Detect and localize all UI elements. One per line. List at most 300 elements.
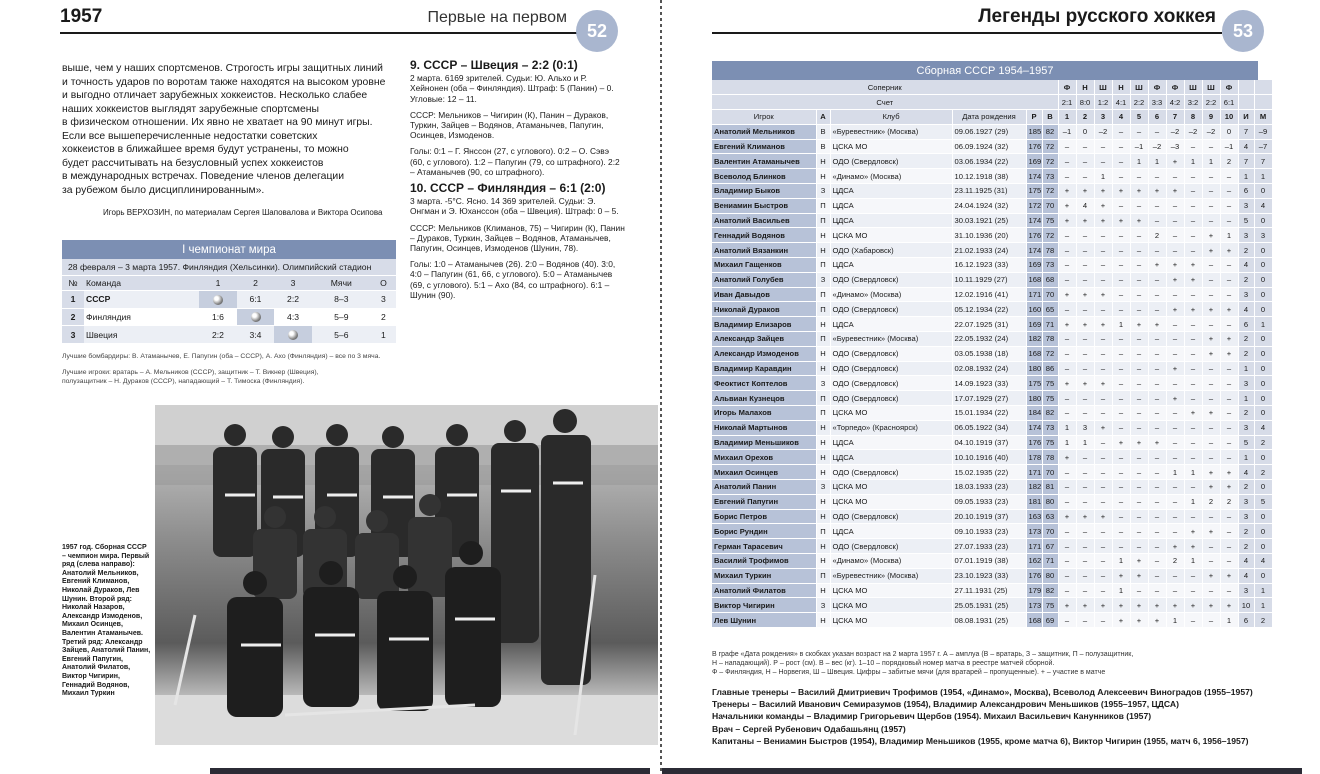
match-cell: + [1202, 465, 1220, 480]
games-total: 3 [1238, 420, 1254, 435]
match-cell: – [1220, 524, 1238, 539]
goals-total: 0 [1254, 406, 1272, 421]
blank-cell [1238, 80, 1254, 95]
match-cell: – [1184, 228, 1202, 243]
player-dob: 14.09.1923 (33) [952, 376, 1026, 391]
match-cell: – [1220, 391, 1238, 406]
match-cell: – [1076, 302, 1094, 317]
player-weight: 78 [1042, 243, 1058, 258]
header-rule [712, 32, 1222, 34]
player-name: Василий Трофимов [712, 554, 816, 569]
essay-line: наших хоккеистов выглядят зарубежные спортсмены [62, 103, 319, 115]
player-weight: 75 [1042, 598, 1058, 613]
score-row [712, 95, 1272, 110]
place-cell: 1 [62, 291, 84, 309]
player-role: З [816, 376, 830, 391]
staff-line: Тренеры – Василий Иванович Семиразумов (1954), Владимир Александрович Меньшиков (1955–1957, ЦДСА) [712, 699, 1179, 710]
match-cell: – [1076, 613, 1094, 628]
essay-line: и выгодно отличает зарубежных хоккеистов. Несколько слабее [62, 90, 368, 101]
player-height: 175 [1026, 376, 1042, 391]
match-cell: + [1166, 272, 1184, 287]
match-cell: + [1220, 568, 1238, 583]
player-role: Н [816, 554, 830, 569]
match-cell: – [1112, 361, 1130, 376]
match-cell: + [1202, 346, 1220, 361]
player-name: Анатолий Филатов [712, 583, 816, 598]
player-role: Н [816, 494, 830, 509]
player-height: 171 [1026, 287, 1042, 302]
match-cell: – [1166, 450, 1184, 465]
score-cell: 2:1 [1058, 95, 1076, 110]
player-role: Н [816, 228, 830, 243]
match-cell: –2 [1148, 139, 1166, 154]
player-role: П [816, 391, 830, 406]
match-cell: – [1112, 332, 1130, 347]
games-total: 3 [1238, 228, 1254, 243]
score-cell: 6:1 [237, 291, 275, 309]
player-name: Геннадий Водянов [712, 228, 816, 243]
player-club: ОДО (Свердловск) [830, 272, 952, 287]
match-cell: + [1058, 509, 1076, 524]
player-role: З [816, 184, 830, 199]
player-weight: 75 [1042, 435, 1058, 450]
match-cell: – [1148, 539, 1166, 554]
table-row [62, 291, 396, 309]
table-row [712, 228, 1272, 243]
goals-total: 4 [1254, 420, 1272, 435]
match-cell: – [1166, 332, 1184, 347]
player-dob: 08.08.1931 (25) [952, 613, 1026, 628]
match-cell: – [1130, 228, 1148, 243]
match-cell: + [1094, 598, 1112, 613]
col-header: № [62, 276, 84, 291]
table-row [712, 568, 1272, 583]
match-cell: – [1112, 539, 1130, 554]
goals-total: 3 [1254, 228, 1272, 243]
team-cell: Финляндия [84, 308, 199, 326]
match-cell: 1 [1220, 613, 1238, 628]
match-cell: – [1148, 272, 1166, 287]
match-cell: – [1202, 583, 1220, 598]
goals-total: 1 [1254, 598, 1272, 613]
column-header: 8 [1184, 110, 1202, 125]
match-cell: – [1148, 376, 1166, 391]
col-header: О [371, 276, 396, 291]
match-cell: + [1184, 272, 1202, 287]
match-cell: – [1076, 494, 1094, 509]
match-cell: + [1202, 524, 1220, 539]
match-cell: – [1058, 258, 1076, 273]
match-cell: + [1094, 184, 1112, 199]
games-total: 10 [1238, 598, 1254, 613]
match-cell: – [1130, 494, 1148, 509]
player-weight: 70 [1042, 465, 1058, 480]
match-cell: – [1094, 583, 1112, 598]
goals-total: 0 [1254, 332, 1272, 347]
goals-total: 0 [1254, 509, 1272, 524]
opponent-label: Соперник [712, 80, 1058, 95]
match-cell: – [1202, 509, 1220, 524]
match-cell: –2 [1166, 124, 1184, 139]
match-cell: – [1202, 287, 1220, 302]
match-cell: + [1184, 598, 1202, 613]
player-weight: 70 [1042, 524, 1058, 539]
match-cell: – [1130, 539, 1148, 554]
table-row [712, 124, 1272, 139]
player-club: ЦДСА [830, 435, 952, 450]
table-row [712, 613, 1272, 628]
player-club: ЦСКА МО [830, 228, 952, 243]
opponent-row [712, 80, 1272, 95]
match-cell: + [1220, 243, 1238, 258]
match-cell: + [1076, 509, 1094, 524]
player-weight: 75 [1042, 391, 1058, 406]
player-role: Н [816, 539, 830, 554]
player-name: Михаил Гащенков [712, 258, 816, 273]
player-height: 176 [1026, 568, 1042, 583]
match-cell: – [1148, 243, 1166, 258]
score-cell: 1:2 [1094, 95, 1112, 110]
player-name: Владимир Меньшиков [712, 435, 816, 450]
score-cell: 3:2 [1184, 95, 1202, 110]
match-cell: – [1184, 243, 1202, 258]
player-club: ЦДСА [830, 258, 952, 273]
match-cell: + [1094, 509, 1112, 524]
match-cell: – [1130, 302, 1148, 317]
match-cell: + [1058, 317, 1076, 332]
player-height: 174 [1026, 420, 1042, 435]
player-role: Н [816, 361, 830, 376]
games-total: 3 [1238, 376, 1254, 391]
self-cell [237, 308, 275, 326]
match-cell: 1 [1184, 554, 1202, 569]
games-total: 4 [1238, 302, 1254, 317]
games-total: 1 [1238, 450, 1254, 465]
player-name: Николай Дураков [712, 302, 816, 317]
match-cell: – [1166, 435, 1184, 450]
player-dob: 27.11.1931 (25) [952, 583, 1026, 598]
match-cell: – [1058, 613, 1076, 628]
match-cell: + [1130, 568, 1148, 583]
goals-total: 0 [1254, 539, 1272, 554]
match-cell: – [1166, 420, 1184, 435]
match-cell: – [1112, 302, 1130, 317]
player-role: П [816, 406, 830, 421]
match-cell: + [1220, 332, 1238, 347]
player-weight: 71 [1042, 554, 1058, 569]
legend-line: В графе «Дата рождения» в скобках указан возраст на 2 марта 1957 г. А – амплуа (В – вратарь, З – защитник, П – полузащитник, [712, 651, 1134, 658]
match-cell: – [1058, 228, 1076, 243]
games-total: 3 [1238, 198, 1254, 213]
player-club: ЦДСА [830, 450, 952, 465]
match-cell: + [1076, 376, 1094, 391]
match-cell: – [1058, 302, 1076, 317]
table-row [712, 154, 1272, 169]
match-paragraph: Голы: 0:1 – Г. Янссон (27, с углового). 0:2 – О. Сэвэ (60, с углового). 1:2 – Папугин (79, со штрафного). 2:2 – Атаманычев (90, со штрафного). [410, 146, 620, 177]
player-dob: 10.10.1916 (40) [952, 450, 1026, 465]
player-club: «Буревестник» (Москва) [830, 332, 952, 347]
games-total: 2 [1238, 524, 1254, 539]
match-cell: – [1220, 258, 1238, 273]
match-cell: – [1148, 198, 1166, 213]
player-dob: 17.07.1929 (27) [952, 391, 1026, 406]
table-row [712, 302, 1272, 317]
opponent-cell: Ф [1148, 80, 1166, 95]
table-row [712, 524, 1272, 539]
match-cell: – [1112, 450, 1130, 465]
roster-title: Сборная СССР 1954–1957 [712, 61, 1258, 80]
match-cell: – [1202, 376, 1220, 391]
games-total: 1 [1238, 169, 1254, 184]
column-header: М [1254, 110, 1272, 125]
match-cell: – [1202, 420, 1220, 435]
player-weight: 86 [1042, 361, 1058, 376]
match-cell: – [1112, 258, 1130, 273]
match-cell: + [1076, 317, 1094, 332]
match-cell: 2 [1220, 154, 1238, 169]
match-cell: – [1184, 509, 1202, 524]
match-cell: + [1202, 302, 1220, 317]
player-dob: 09.05.1933 (23) [952, 494, 1026, 509]
match-cell: + [1094, 317, 1112, 332]
player-club: ОДО (Свердловск) [830, 509, 952, 524]
column-header: 10 [1220, 110, 1238, 125]
match-cell: 1 [1058, 420, 1076, 435]
player-dob: 25.05.1931 (25) [952, 598, 1026, 613]
match-cell: – [1184, 317, 1202, 332]
match-cell: – [1058, 583, 1076, 598]
player-role: П [816, 568, 830, 583]
player-dob: 07.01.1919 (38) [952, 554, 1026, 569]
player-club: ЦСКА МО [830, 406, 952, 421]
games-total: 2 [1238, 243, 1254, 258]
games-total: 2 [1238, 406, 1254, 421]
match-cell: – [1130, 272, 1148, 287]
match-cell: – [1094, 272, 1112, 287]
opponent-cell: Н [1076, 80, 1094, 95]
match-cell: + [1130, 435, 1148, 450]
player-role: Н [816, 243, 830, 258]
goals-total: 0 [1254, 302, 1272, 317]
match-paragraph: СССР: Мельников (Климанов, 75) – Чигирин (К), Панин – Дураков, Туркин, Зайцев – Водянов, Атаманычев, Папугин, Осинцев, Измоденов (Шунин, 78). [410, 222, 625, 254]
player-name: Евгений Папугин [712, 494, 816, 509]
player-name: Александр Измоденов [712, 346, 816, 361]
player-club: ОДО (Свердловск) [830, 465, 952, 480]
goals-total: 0 [1254, 376, 1272, 391]
footer-bar [662, 768, 1302, 774]
player-weight: 80 [1042, 568, 1058, 583]
match-cell: + [1148, 317, 1166, 332]
points-cell: 1 [371, 326, 396, 343]
goals-total: 2 [1254, 435, 1272, 450]
match-cell: + [1094, 198, 1112, 213]
match-cell: – [1094, 450, 1112, 465]
player-name: Герман Тарасевич [712, 539, 816, 554]
match-cell: – [1148, 494, 1166, 509]
player-dob: 15.02.1935 (22) [952, 465, 1026, 480]
match-cell: – [1148, 346, 1166, 361]
player-dob: 06.09.1924 (32) [952, 139, 1026, 154]
goals-cell: 5–6 [312, 326, 371, 343]
match-cell: – [1130, 391, 1148, 406]
match-cell: – [1184, 583, 1202, 598]
col-header: 1 [199, 276, 237, 291]
match-cell: – [1112, 494, 1130, 509]
match-cell: – [1166, 198, 1184, 213]
match-cell: + [1076, 184, 1094, 199]
player-dob: 16.12.1923 (33) [952, 258, 1026, 273]
essay-line: выше, чем у наших спортсменов. Строгость игры защитных линий [62, 63, 383, 74]
player-height: 163 [1026, 509, 1042, 524]
match-cell: – [1166, 494, 1184, 509]
player-dob: 02.08.1932 (24) [952, 361, 1026, 376]
match-cell: 2 [1166, 554, 1184, 569]
match-cell: – [1166, 228, 1184, 243]
match-cell: + [1220, 465, 1238, 480]
match-cell: – [1076, 391, 1094, 406]
match-cell: + [1202, 598, 1220, 613]
table-row [712, 598, 1272, 613]
match-cell: – [1076, 450, 1094, 465]
match-cell: – [1130, 361, 1148, 376]
match-cell: – [1076, 169, 1094, 184]
match-cell: + [1202, 332, 1220, 347]
match-cell: – [1148, 287, 1166, 302]
match-cell: – [1130, 332, 1148, 347]
match-cell: – [1130, 243, 1148, 258]
games-total: 3 [1238, 287, 1254, 302]
player-club: ОДО (Свердловск) [830, 154, 952, 169]
games-total: 1 [1238, 391, 1254, 406]
match-cell: + [1166, 154, 1184, 169]
match-cell: – [1166, 406, 1184, 421]
match-cell: – [1112, 376, 1130, 391]
match-cell: – [1094, 332, 1112, 347]
player-role: З [816, 480, 830, 495]
table-row [712, 184, 1272, 199]
player-weight: 72 [1042, 346, 1058, 361]
match-cell: – [1076, 539, 1094, 554]
points-cell: 2 [371, 308, 396, 326]
player-height: 168 [1026, 613, 1042, 628]
essay-line: в международных встречах. Поведение членов делегации [62, 171, 345, 182]
staff-line: Начальники команды – Владимир Григорьевич Щербов (1954). Михаил Васильевич Канунников (1957) [712, 711, 1152, 722]
player-role: П [816, 213, 830, 228]
player-dob: 18.03.1933 (23) [952, 480, 1026, 495]
match-cell: –1 [1130, 139, 1148, 154]
match-cell: – [1130, 169, 1148, 184]
header-rule [60, 32, 580, 34]
match-cell: –1 [1058, 124, 1076, 139]
player-role: Н [816, 420, 830, 435]
match-cell: – [1058, 494, 1076, 509]
match-cell: 1 [1112, 317, 1130, 332]
match-cell: – [1094, 524, 1112, 539]
essay-line: за рубежом было дисциплинированным». [62, 184, 265, 196]
match-cell: + [1076, 287, 1094, 302]
table-row [712, 420, 1272, 435]
match-cell: – [1112, 287, 1130, 302]
match-cell: – [1130, 465, 1148, 480]
player-club: ОДО (Свердловск) [830, 346, 952, 361]
games-total: 4 [1238, 465, 1254, 480]
table-row [712, 465, 1272, 480]
match-cell: – [1148, 583, 1166, 598]
player-name: Анатолий Панин [712, 480, 816, 495]
player-weight: 73 [1042, 169, 1058, 184]
page-number-left: 52 [576, 10, 618, 52]
match-cell: + [1166, 391, 1184, 406]
games-total: 2 [1238, 539, 1254, 554]
goals-cell: 5–9 [312, 308, 371, 326]
match-cell: – [1148, 420, 1166, 435]
match-cell: + [1166, 184, 1184, 199]
player-dob: 03.06.1934 (22) [952, 154, 1026, 169]
match-cell: – [1220, 272, 1238, 287]
match-cell: –2 [1202, 124, 1220, 139]
player-dob: 10.12.1918 (38) [952, 169, 1026, 184]
match-cell: – [1220, 287, 1238, 302]
match-cell: + [1202, 568, 1220, 583]
match-cell: + [1130, 554, 1148, 569]
player-name: Анатолий Васильев [712, 213, 816, 228]
column-header: 5 [1130, 110, 1148, 125]
player-dob: 05.12.1934 (22) [952, 302, 1026, 317]
games-total: 3 [1238, 494, 1254, 509]
match-cell: – [1094, 243, 1112, 258]
match-cell: – [1202, 539, 1220, 554]
match-cell: – [1184, 346, 1202, 361]
match-paragraph: СССР: Мельников – Чигирин (К), Панин – Дураков, Туркин, Зайцев – Водянов, Атаманычев, Папугин, Осинцев, Измоденов. [410, 109, 609, 141]
match-cell: + [1058, 213, 1076, 228]
player-height: 168 [1026, 272, 1042, 287]
player-role: П [816, 287, 830, 302]
player-role: П [816, 302, 830, 317]
match-cell: + [1184, 524, 1202, 539]
goals-total: 0 [1254, 258, 1272, 273]
match-cell: – [1130, 287, 1148, 302]
match-cell: + [1058, 450, 1076, 465]
player-weight: 68 [1042, 272, 1058, 287]
match-cell: – [1076, 480, 1094, 495]
roster-table [712, 61, 1268, 628]
match-cell: – [1184, 184, 1202, 199]
player-club: ЦСКА МО [830, 494, 952, 509]
player-weight: 72 [1042, 184, 1058, 199]
match-cell: 1 [1184, 465, 1202, 480]
player-role: Н [816, 613, 830, 628]
match-cell: – [1202, 613, 1220, 628]
table-row [712, 169, 1272, 184]
table-row [712, 243, 1272, 258]
player-dob: 20.10.1919 (37) [952, 509, 1026, 524]
opponent-cell: Ф [1220, 80, 1238, 95]
match-cell: + [1184, 539, 1202, 554]
match-cell: + [1148, 435, 1166, 450]
match-cell: 1 [1094, 169, 1112, 184]
player-height: 178 [1026, 450, 1042, 465]
games-total: 6 [1238, 317, 1254, 332]
player-role: П [816, 524, 830, 539]
photo-caption: 1957 год. Сборная СССР – чемпион мира. Первый ряд (слева направо): Анатолий Мельников, Евгений Климанов, Николай Дураков, Лев Шунин. Второй ряд: Николай Назаров, Александр Измоденов, Михаил Осинцев, Валентин Атаманычев. Третий ряд: Александр Зайцев, Анатолий Панин, Евгений Папугин, Анатолий Филатов, Виктор Чигирин, Геннадий Водянов, Михаил Туркин [62, 544, 151, 698]
match-cell: 1 [1112, 554, 1130, 569]
right-page [662, 0, 1320, 774]
col-header: Мячи [312, 276, 371, 291]
staff-line: Главные тренеры – Василий Дмитриевич Трофимов (1954, «Динамо», Москва), Всеволод Алексеевич Виноградов (1955–1957) [712, 687, 1253, 697]
table-row [712, 406, 1272, 421]
column-header: 1 [1058, 110, 1076, 125]
player-role: Н [816, 509, 830, 524]
